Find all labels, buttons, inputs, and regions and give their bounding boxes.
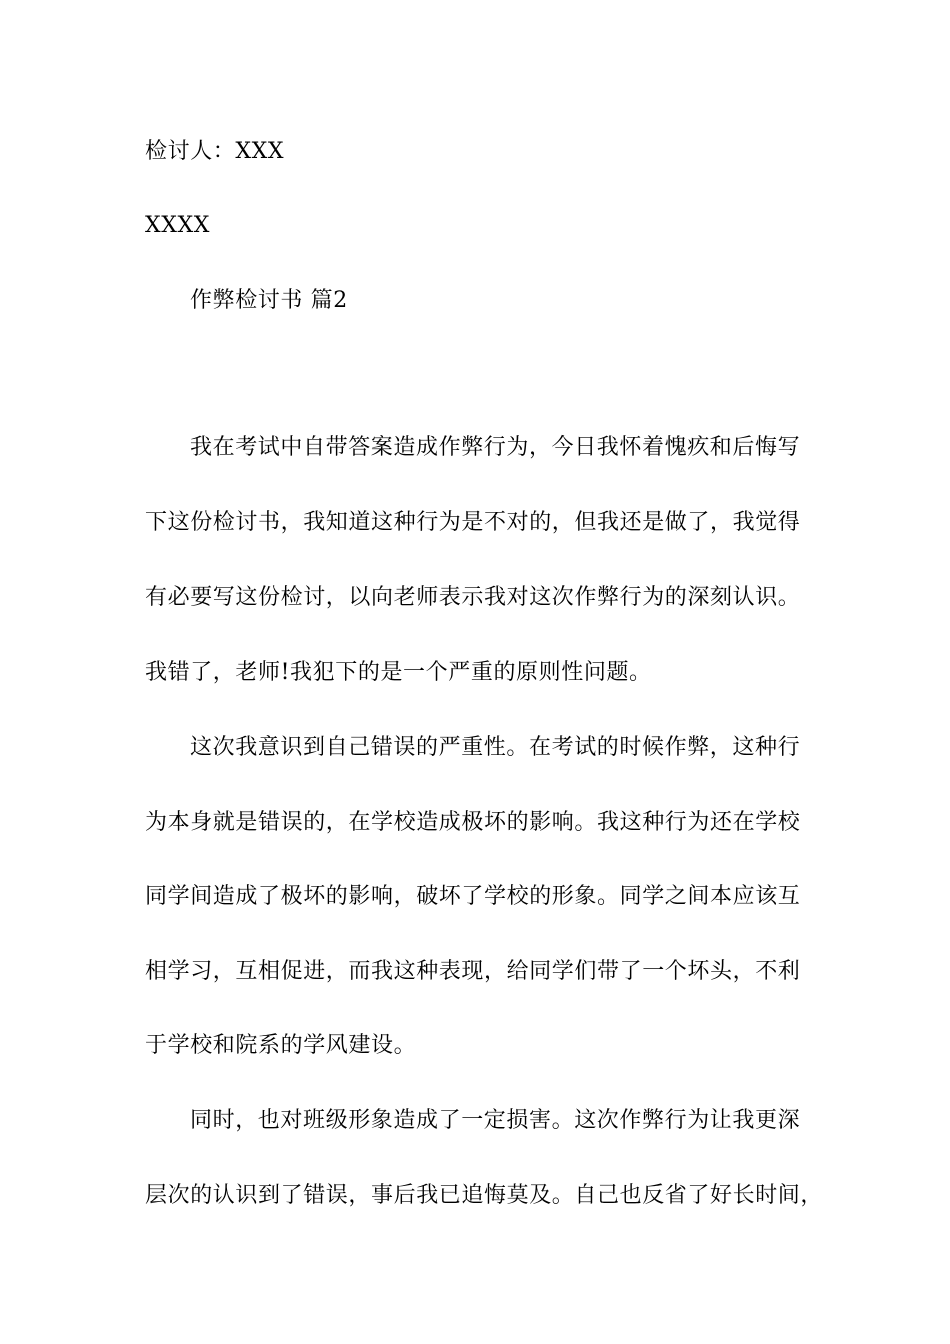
signer-line: 检讨人：XXX <box>145 139 285 164</box>
section-title: 作弊检讨书 篇2 <box>190 288 348 313</box>
paragraph-line: 我在考试中自带答案造成作弊行为，今日我怀着愧疚和后悔写 <box>190 435 801 460</box>
paragraph-line: 为本身就是错误的，在学校造成极坏的影响。我这种行为还在学校 <box>145 810 801 835</box>
paragraph-line: 下这份检讨书，我知道这种行为是不对的，但我还是做了，我觉得 <box>145 510 801 535</box>
paragraph-line: 层次的认识到了错误，事后我已追悔莫及。自己也反省了好长时间， <box>145 1183 824 1208</box>
paragraph-line: 同学间造成了极坏的影响，破坏了学校的形象。同学之间本应该互 <box>145 884 801 909</box>
paragraph-line: 相学习，互相促进，而我这种表现，给同学们带了一个坏头，不利 <box>145 959 801 984</box>
paragraph-line: 有必要写这份检讨，以向老师表示我对这次作弊行为的深刻认识。 <box>145 585 801 610</box>
paragraph-line: 同时，也对班级形象造成了一定损害。这次作弊行为让我更深 <box>190 1108 801 1133</box>
date-line: XXXX <box>145 213 211 238</box>
paragraph-line: 于学校和院系的学风建设。 <box>145 1033 417 1058</box>
paragraph-line: 我错了，老师!我犯下的是一个严重的原则性问题。 <box>145 660 652 685</box>
paragraph-line: 这次我意识到自己错误的严重性。在考试的时候作弊，这种行 <box>190 735 801 760</box>
